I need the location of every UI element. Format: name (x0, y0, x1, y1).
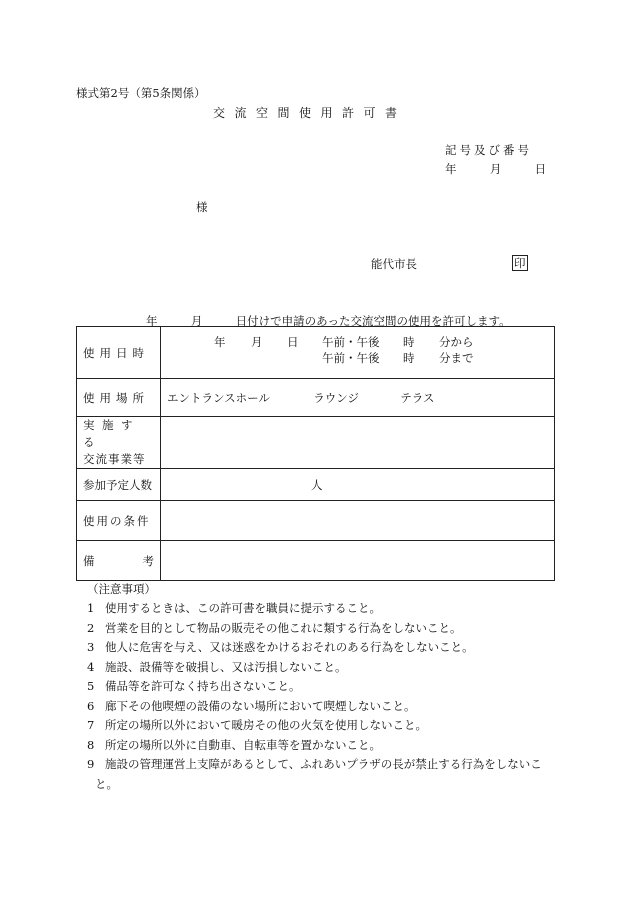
intro-month: 月 (190, 314, 203, 328)
row-datetime (77, 327, 555, 379)
note-text: 備品等を許可なく持ち出さないこと。 (105, 679, 301, 693)
dt-ampm-start: 午前・午後 (322, 334, 380, 349)
remarks-value-cell[interactable] (161, 541, 555, 581)
date-year: 年 (445, 162, 457, 176)
event-label-line1 (83, 417, 154, 451)
usage-table (76, 326, 555, 581)
note-number: 8 (87, 737, 95, 752)
event-label-cell (77, 417, 161, 469)
datetime-label: 使用日時 (83, 345, 149, 360)
note-text: 他人に危害を与え、又は迷惑をかけるおそれのある行為をしないこと。 (105, 640, 474, 654)
notes-section (85, 580, 542, 793)
issue-date (445, 161, 546, 177)
dt-hour-end: 時 (403, 350, 415, 365)
note-text: 施設、設備等を破損し、又は汚損しないこと。 (105, 659, 347, 674)
note-number: 7 (87, 718, 95, 732)
note-item (85, 599, 381, 619)
note-item (85, 677, 301, 697)
remarks-label-cell (77, 541, 161, 581)
place-option-terrace[interactable]: テラス (400, 390, 435, 405)
participants-label: 参加予定人数 (83, 477, 152, 492)
note-text: 営業を目的として物品の販売その他これに類する行為をしないこと。 (105, 620, 462, 635)
recipient-suffix: 様 (196, 200, 208, 214)
note-number: 5 (87, 679, 95, 693)
dt-minute-start: 分から (439, 334, 474, 349)
note-number: 4 (87, 659, 95, 674)
participants-label-cell (77, 469, 161, 501)
note-number: 3 (87, 640, 95, 654)
note-text: 所定の場所以外に自動車、自転車等を置かないこと。 (105, 737, 381, 752)
place-label-cell (77, 379, 161, 417)
place-option-lounge[interactable]: ラウンジ (313, 390, 359, 405)
date-month: 月 (489, 162, 502, 176)
seal-mark (512, 255, 528, 271)
note-text: 廊下その他喫煙の設備のない場所において喫煙しないこと。 (105, 698, 416, 713)
note-text: 所定の場所以外において暖房その他の火気を使用しないこと。 (105, 718, 427, 732)
note-item (85, 697, 416, 717)
event-value-cell[interactable] (161, 417, 555, 469)
event-label-line2 (83, 451, 154, 468)
note-item (85, 658, 347, 678)
dt-minute-end: 分まで (439, 350, 474, 365)
conditions-value-cell[interactable] (161, 501, 555, 541)
place-value-cell[interactable] (161, 379, 555, 417)
note-text: 使用するときは、この許可書を職員に提示すること。 (105, 601, 381, 615)
row-place (77, 379, 555, 417)
datetime-value-cell[interactable] (161, 327, 555, 379)
row-conditions (77, 501, 555, 541)
note-item (85, 638, 474, 658)
dt-year: 年 (214, 334, 226, 349)
place-option-entrance[interactable]: エントランスホール (167, 390, 270, 405)
dt-ampm-end: 午前・午後 (322, 350, 380, 365)
participants-value-cell[interactable] (161, 469, 555, 501)
note-text: 施設の管理運営上支障があるとして、ふれあいプラザの長が禁止する行為をしないこ (105, 757, 542, 771)
dt-month: 月 (251, 334, 263, 349)
row-event (77, 417, 555, 469)
row-remarks (77, 541, 555, 581)
intro-text: 日付けで申請のあった交流空間の使用を許可します。 (235, 314, 511, 328)
event-label-2: 交流事業等 (83, 452, 146, 466)
note-number: 9 (87, 757, 95, 771)
place-label: 使用場所 (83, 390, 149, 405)
document-title: 交流空間使用許可書 (213, 106, 407, 120)
conditions-label: 使用の条件 (83, 513, 151, 528)
remarks-label-1: 備 (83, 553, 95, 568)
note-item (85, 755, 542, 775)
note-number: 1 (87, 601, 95, 615)
intro-year: 年 (146, 314, 158, 328)
note-item (85, 716, 427, 736)
participants-unit: 人 (311, 477, 323, 492)
note-item (85, 736, 381, 756)
issuer-name: 能代市長 (371, 257, 417, 271)
dt-day: 日 (287, 334, 299, 349)
note-item (85, 619, 462, 639)
conditions-label-cell (77, 501, 161, 541)
datetime-label-cell (77, 327, 161, 379)
note-continuation: と。 (95, 776, 118, 791)
event-label-1: 実施する (83, 418, 140, 449)
row-participants (77, 469, 555, 501)
form-number: 様式第2号（第5条関係） (76, 86, 206, 100)
note-number: 6 (87, 698, 95, 713)
remarks-label-2: 考 (142, 553, 154, 568)
notes-heading: （注意事項） (87, 582, 156, 596)
record-number-label: 記号及び番号 (445, 143, 532, 157)
seal-text: 印 (514, 256, 526, 270)
date-day: 日 (534, 162, 547, 176)
note-number: 2 (87, 620, 95, 635)
dt-hour-start: 時 (403, 334, 415, 349)
